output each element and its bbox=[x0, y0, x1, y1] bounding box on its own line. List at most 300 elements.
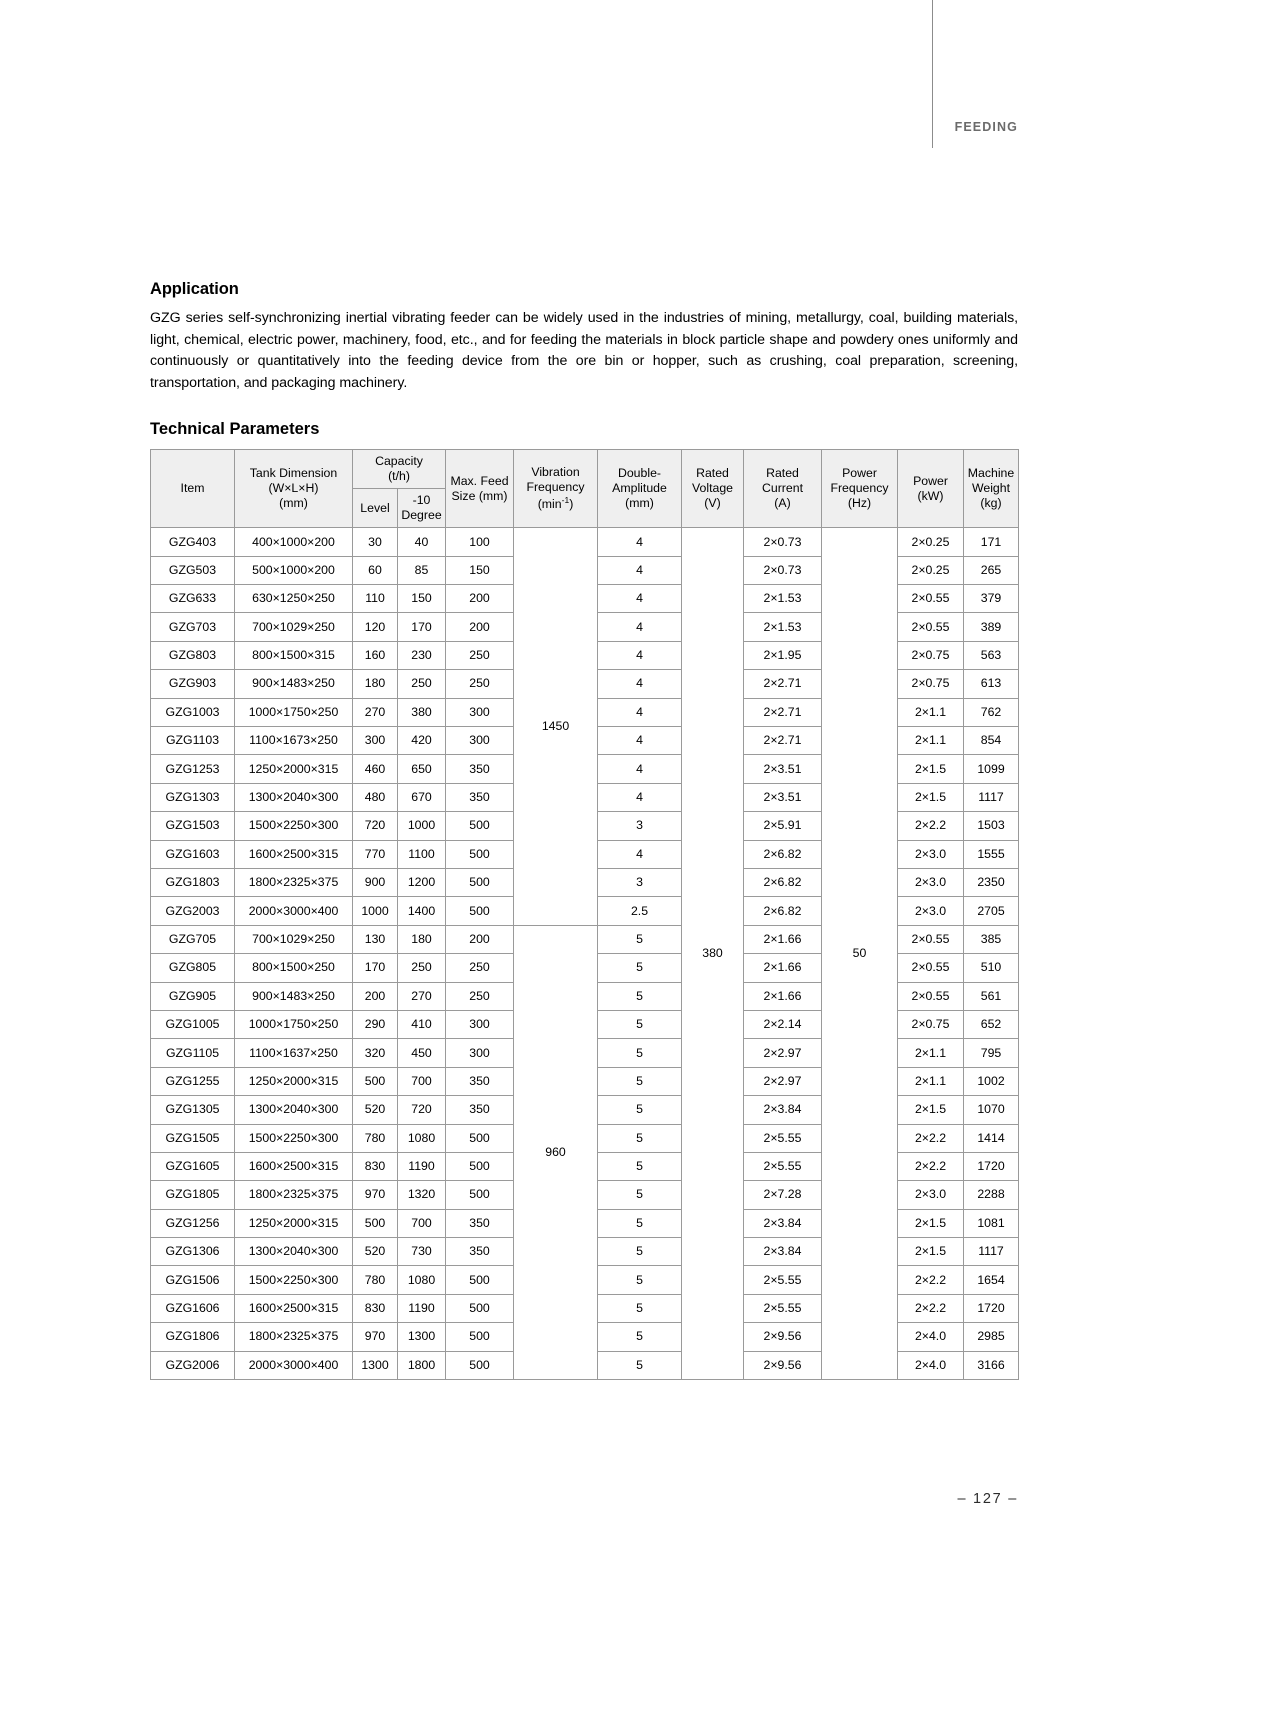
col-header-tank-dimension bbox=[235, 450, 353, 528]
cell-power: 2×2.2 bbox=[898, 1124, 964, 1152]
col-header-capacity-line1: Capacity bbox=[375, 454, 423, 469]
cell-tank-dimension: 1250×2000×315 bbox=[235, 1067, 353, 1095]
cell-capacity-level: 180 bbox=[353, 670, 398, 698]
cell-machine-weight: 1720 bbox=[964, 1294, 1019, 1322]
cell-power: 2×0.55 bbox=[898, 613, 964, 641]
cell-item: GZG1256 bbox=[151, 1209, 235, 1237]
cell-capacity-degree: 420 bbox=[398, 727, 446, 755]
cell-capacity-degree: 250 bbox=[398, 670, 446, 698]
cell-capacity-degree: 230 bbox=[398, 641, 446, 669]
cell-tank-dimension: 1800×2325×375 bbox=[235, 1323, 353, 1351]
cell-max-feed-size: 300 bbox=[446, 1010, 514, 1038]
cell-double-amplitude: 5 bbox=[598, 1039, 682, 1067]
col-header-current-line3: (A) bbox=[774, 496, 791, 511]
col-header-vib-line3-pre: (min bbox=[537, 497, 562, 512]
cell-tank-dimension: 1300×2040×300 bbox=[235, 1238, 353, 1266]
cell-rated-current: 2×0.73 bbox=[744, 528, 822, 556]
cell-double-amplitude: 5 bbox=[598, 1238, 682, 1266]
cell-capacity-degree: 1080 bbox=[398, 1266, 446, 1294]
cell-double-amplitude: 4 bbox=[598, 641, 682, 669]
cell-tank-dimension: 1300×2040×300 bbox=[235, 783, 353, 811]
col-header-rated-voltage bbox=[682, 450, 744, 528]
cell-tank-dimension: 400×1000×200 bbox=[235, 528, 353, 556]
cell-machine-weight: 1117 bbox=[964, 783, 1019, 811]
cell-rated-current: 2×2.71 bbox=[744, 727, 822, 755]
cell-capacity-level: 480 bbox=[353, 783, 398, 811]
cell-tank-dimension: 700×1029×250 bbox=[235, 925, 353, 953]
cell-power: 2×2.2 bbox=[898, 1294, 964, 1322]
table-header-row-1 bbox=[151, 450, 1019, 489]
cell-double-amplitude: 2.5 bbox=[598, 897, 682, 925]
cell-power: 2×1.5 bbox=[898, 755, 964, 783]
col-header-tank-dimension-line2: (W×L×H) bbox=[268, 481, 319, 496]
cell-capacity-degree: 150 bbox=[398, 585, 446, 613]
cell-power: 2×1.1 bbox=[898, 727, 964, 755]
cell-max-feed-size: 500 bbox=[446, 1294, 514, 1322]
col-header-rated-current bbox=[744, 450, 822, 528]
cell-capacity-degree: 1000 bbox=[398, 812, 446, 840]
cell-capacity-degree: 85 bbox=[398, 556, 446, 584]
cell-power: 2×0.75 bbox=[898, 1010, 964, 1038]
cell-tank-dimension: 900×1483×250 bbox=[235, 982, 353, 1010]
cell-tank-dimension: 800×1500×315 bbox=[235, 641, 353, 669]
cell-vibration-frequency: 1450 bbox=[514, 528, 598, 925]
cell-tank-dimension: 630×1250×250 bbox=[235, 585, 353, 613]
cell-capacity-degree: 1400 bbox=[398, 897, 446, 925]
cell-capacity-level: 60 bbox=[353, 556, 398, 584]
cell-machine-weight: 1117 bbox=[964, 1238, 1019, 1266]
cell-capacity-degree: 1300 bbox=[398, 1323, 446, 1351]
application-paragraph: GZG series self-synchronizing inertial vibrating feeder can be widely used in the industries of mining, metallurgy, coal, building materials, light, chemical, electric power, machinery, food, etc., and for feeding the materials in block particle shape and powdery ones uniformly and continuously or quantitatively into the feeding device from the ore bin or hopper, such as crushing, coal preparation, screening, transportation, and packaging machinery. bbox=[150, 310, 1018, 391]
cell-capacity-degree: 450 bbox=[398, 1039, 446, 1067]
cell-capacity-level: 780 bbox=[353, 1124, 398, 1152]
cell-rated-current: 2×3.51 bbox=[744, 755, 822, 783]
col-header-weight-line2: Weight bbox=[971, 481, 1011, 496]
cell-item: GZG705 bbox=[151, 925, 235, 953]
cell-rated-current: 2×1.95 bbox=[744, 641, 822, 669]
header-divider-rule bbox=[932, 0, 933, 148]
cell-capacity-level: 160 bbox=[353, 641, 398, 669]
cell-double-amplitude: 5 bbox=[598, 1096, 682, 1124]
cell-max-feed-size: 300 bbox=[446, 1039, 514, 1067]
col-header-max-feed-line1: Max. Feed bbox=[450, 473, 509, 488]
cell-machine-weight: 1070 bbox=[964, 1096, 1019, 1124]
cell-item: GZG1305 bbox=[151, 1096, 235, 1124]
cell-double-amplitude: 5 bbox=[598, 1181, 682, 1209]
cell-machine-weight: 652 bbox=[964, 1010, 1019, 1038]
technical-parameters-heading: Technical Parameters bbox=[150, 420, 320, 439]
cell-machine-weight: 171 bbox=[964, 528, 1019, 556]
cell-double-amplitude: 5 bbox=[598, 1266, 682, 1294]
running-header bbox=[0, 0, 1276, 160]
cell-rated-current: 2×2.71 bbox=[744, 670, 822, 698]
cell-max-feed-size: 350 bbox=[446, 1067, 514, 1095]
cell-item: GZG1505 bbox=[151, 1124, 235, 1152]
cell-machine-weight: 1002 bbox=[964, 1067, 1019, 1095]
cell-power: 2×1.1 bbox=[898, 698, 964, 726]
cell-rated-current: 2×2.14 bbox=[744, 1010, 822, 1038]
cell-rated-current: 2×9.56 bbox=[744, 1351, 822, 1379]
cell-item: GZG1303 bbox=[151, 783, 235, 811]
cell-capacity-degree: 720 bbox=[398, 1096, 446, 1124]
cell-tank-dimension: 1500×2250×300 bbox=[235, 812, 353, 840]
cell-capacity-level: 1300 bbox=[353, 1351, 398, 1379]
cell-item: GZG703 bbox=[151, 613, 235, 641]
table-body bbox=[151, 528, 1019, 1380]
col-header-power-line1: Power bbox=[913, 473, 948, 488]
col-header-pfreq-line1: Power bbox=[842, 466, 877, 481]
cell-capacity-degree: 170 bbox=[398, 613, 446, 641]
col-header-vib-line3-sup: -1 bbox=[561, 495, 570, 506]
col-header-power-line2: (kW) bbox=[917, 488, 944, 503]
col-header-voltage-line3: (V) bbox=[704, 496, 721, 511]
col-header-power bbox=[898, 450, 964, 528]
cell-capacity-degree: 270 bbox=[398, 982, 446, 1010]
col-header-weight-line3: (kg) bbox=[980, 496, 1002, 511]
col-header-vib-line2: Frequency bbox=[526, 480, 585, 495]
header-section-label: FEEDING bbox=[954, 120, 1018, 134]
cell-tank-dimension: 1500×2250×300 bbox=[235, 1266, 353, 1294]
page-number: – 127 – bbox=[957, 1491, 1018, 1507]
cell-capacity-level: 30 bbox=[353, 528, 398, 556]
cell-rated-current: 2×5.55 bbox=[744, 1294, 822, 1322]
cell-max-feed-size: 100 bbox=[446, 528, 514, 556]
col-header-pfreq-line2: Frequency bbox=[830, 481, 889, 496]
cell-machine-weight: 389 bbox=[964, 613, 1019, 641]
cell-item: GZG403 bbox=[151, 528, 235, 556]
cell-machine-weight: 1081 bbox=[964, 1209, 1019, 1237]
cell-double-amplitude: 3 bbox=[598, 869, 682, 897]
cell-item: GZG1105 bbox=[151, 1039, 235, 1067]
col-header-weight-line1: Machine bbox=[967, 466, 1015, 481]
cell-tank-dimension: 500×1000×200 bbox=[235, 556, 353, 584]
cell-capacity-level: 300 bbox=[353, 727, 398, 755]
col-header-tank-dimension-line1: Tank Dimension bbox=[249, 466, 338, 481]
cell-item: GZG1506 bbox=[151, 1266, 235, 1294]
cell-double-amplitude: 5 bbox=[598, 1209, 682, 1237]
cell-capacity-level: 290 bbox=[353, 1010, 398, 1038]
cell-capacity-degree: 650 bbox=[398, 755, 446, 783]
cell-power-frequency: 50 bbox=[822, 528, 898, 1380]
cell-power: 2×4.0 bbox=[898, 1323, 964, 1351]
col-header-double-amplitude bbox=[598, 450, 682, 528]
cell-capacity-level: 520 bbox=[353, 1096, 398, 1124]
col-header-capacity-degree-line2: Degree bbox=[401, 508, 442, 523]
col-header-item: Item bbox=[151, 450, 235, 528]
cell-double-amplitude: 4 bbox=[598, 528, 682, 556]
cell-capacity-level: 110 bbox=[353, 585, 398, 613]
cell-max-feed-size: 500 bbox=[446, 1152, 514, 1180]
cell-tank-dimension: 1000×1750×250 bbox=[235, 698, 353, 726]
cell-vibration-frequency: 960 bbox=[514, 925, 598, 1379]
cell-tank-dimension: 1800×2325×375 bbox=[235, 1181, 353, 1209]
cell-rated-current: 2×1.66 bbox=[744, 925, 822, 953]
cell-max-feed-size: 250 bbox=[446, 954, 514, 982]
cell-tank-dimension: 2000×3000×400 bbox=[235, 897, 353, 925]
col-header-amp-line2: Amplitude bbox=[612, 481, 667, 496]
cell-tank-dimension: 1250×2000×315 bbox=[235, 1209, 353, 1237]
cell-machine-weight: 561 bbox=[964, 982, 1019, 1010]
cell-max-feed-size: 500 bbox=[446, 1124, 514, 1152]
cell-max-feed-size: 300 bbox=[446, 727, 514, 755]
cell-double-amplitude: 5 bbox=[598, 1152, 682, 1180]
cell-capacity-level: 770 bbox=[353, 840, 398, 868]
cell-double-amplitude: 5 bbox=[598, 1323, 682, 1351]
cell-machine-weight: 1099 bbox=[964, 755, 1019, 783]
cell-power: 2×0.55 bbox=[898, 585, 964, 613]
cell-machine-weight: 762 bbox=[964, 698, 1019, 726]
cell-max-feed-size: 150 bbox=[446, 556, 514, 584]
col-header-capacity bbox=[353, 450, 446, 489]
cell-item: GZG1606 bbox=[151, 1294, 235, 1322]
cell-capacity-level: 200 bbox=[353, 982, 398, 1010]
cell-double-amplitude: 5 bbox=[598, 925, 682, 953]
cell-machine-weight: 2288 bbox=[964, 1181, 1019, 1209]
cell-power: 2×1.1 bbox=[898, 1067, 964, 1095]
cell-tank-dimension: 1600×2500×315 bbox=[235, 840, 353, 868]
cell-double-amplitude: 4 bbox=[598, 840, 682, 868]
cell-power: 2×2.2 bbox=[898, 1266, 964, 1294]
cell-item: GZG1253 bbox=[151, 755, 235, 783]
cell-double-amplitude: 5 bbox=[598, 1294, 682, 1322]
cell-tank-dimension: 1800×2325×375 bbox=[235, 869, 353, 897]
cell-power: 2×1.5 bbox=[898, 1209, 964, 1237]
technical-parameters-table bbox=[150, 449, 1019, 1380]
cell-double-amplitude: 5 bbox=[598, 1067, 682, 1095]
cell-max-feed-size: 200 bbox=[446, 925, 514, 953]
cell-max-feed-size: 200 bbox=[446, 585, 514, 613]
cell-rated-current: 2×5.91 bbox=[744, 812, 822, 840]
cell-machine-weight: 613 bbox=[964, 670, 1019, 698]
cell-capacity-level: 460 bbox=[353, 755, 398, 783]
cell-double-amplitude: 5 bbox=[598, 1010, 682, 1038]
cell-tank-dimension: 1500×2250×300 bbox=[235, 1124, 353, 1152]
cell-rated-voltage: 380 bbox=[682, 528, 744, 1380]
cell-capacity-degree: 250 bbox=[398, 954, 446, 982]
cell-machine-weight: 510 bbox=[964, 954, 1019, 982]
cell-item: GZG2003 bbox=[151, 897, 235, 925]
cell-max-feed-size: 500 bbox=[446, 1323, 514, 1351]
cell-tank-dimension: 900×1483×250 bbox=[235, 670, 353, 698]
cell-machine-weight: 265 bbox=[964, 556, 1019, 584]
col-header-capacity-level: Level bbox=[353, 489, 398, 528]
cell-power: 2×0.55 bbox=[898, 954, 964, 982]
cell-tank-dimension: 2000×3000×400 bbox=[235, 1351, 353, 1379]
cell-max-feed-size: 250 bbox=[446, 641, 514, 669]
cell-capacity-level: 120 bbox=[353, 613, 398, 641]
cell-rated-current: 2×5.55 bbox=[744, 1266, 822, 1294]
cell-double-amplitude: 4 bbox=[598, 585, 682, 613]
cell-capacity-level: 780 bbox=[353, 1266, 398, 1294]
cell-power: 2×0.75 bbox=[898, 670, 964, 698]
cell-power: 2×0.25 bbox=[898, 528, 964, 556]
cell-capacity-level: 1000 bbox=[353, 897, 398, 925]
cell-rated-current: 2×1.66 bbox=[744, 982, 822, 1010]
cell-power: 2×2.2 bbox=[898, 812, 964, 840]
col-header-vib-line3-post: ) bbox=[569, 497, 574, 512]
cell-item: GZG1005 bbox=[151, 1010, 235, 1038]
cell-power: 2×0.55 bbox=[898, 925, 964, 953]
cell-capacity-degree: 1100 bbox=[398, 840, 446, 868]
cell-machine-weight: 1503 bbox=[964, 812, 1019, 840]
cell-double-amplitude: 4 bbox=[598, 556, 682, 584]
cell-double-amplitude: 4 bbox=[598, 755, 682, 783]
cell-capacity-degree: 1800 bbox=[398, 1351, 446, 1379]
cell-power: 2×0.25 bbox=[898, 556, 964, 584]
cell-max-feed-size: 500 bbox=[446, 1181, 514, 1209]
cell-item: GZG1306 bbox=[151, 1238, 235, 1266]
cell-max-feed-size: 500 bbox=[446, 1266, 514, 1294]
cell-rated-current: 2×5.55 bbox=[744, 1152, 822, 1180]
cell-double-amplitude: 3 bbox=[598, 812, 682, 840]
cell-max-feed-size: 200 bbox=[446, 613, 514, 641]
cell-capacity-level: 900 bbox=[353, 869, 398, 897]
cell-item: GZG1255 bbox=[151, 1067, 235, 1095]
cell-power: 2×1.5 bbox=[898, 1096, 964, 1124]
cell-power: 2×3.0 bbox=[898, 869, 964, 897]
cell-capacity-degree: 380 bbox=[398, 698, 446, 726]
cell-item: GZG1003 bbox=[151, 698, 235, 726]
cell-capacity-level: 970 bbox=[353, 1323, 398, 1351]
cell-machine-weight: 563 bbox=[964, 641, 1019, 669]
cell-machine-weight: 1555 bbox=[964, 840, 1019, 868]
col-header-amp-line3: (mm) bbox=[625, 496, 654, 511]
cell-item: GZG1805 bbox=[151, 1181, 235, 1209]
cell-rated-current: 2×3.84 bbox=[744, 1096, 822, 1124]
col-header-pfreq-line3: (Hz) bbox=[847, 496, 872, 511]
cell-power: 2×3.0 bbox=[898, 840, 964, 868]
col-header-voltage-line2: Voltage bbox=[691, 481, 734, 496]
cell-capacity-degree: 1190 bbox=[398, 1152, 446, 1180]
cell-capacity-degree: 40 bbox=[398, 528, 446, 556]
cell-item: GZG1603 bbox=[151, 840, 235, 868]
col-header-machine-weight bbox=[964, 450, 1019, 528]
col-header-max-feed-line2: Size (mm) bbox=[451, 488, 508, 503]
col-header-max-feed-size bbox=[446, 450, 514, 528]
page-content bbox=[150, 280, 1018, 1380]
cell-max-feed-size: 250 bbox=[446, 670, 514, 698]
cell-machine-weight: 1720 bbox=[964, 1152, 1019, 1180]
cell-capacity-degree: 1320 bbox=[398, 1181, 446, 1209]
cell-double-amplitude: 4 bbox=[598, 698, 682, 726]
cell-tank-dimension: 1600×2500×315 bbox=[235, 1152, 353, 1180]
cell-capacity-level: 830 bbox=[353, 1152, 398, 1180]
cell-rated-current: 2×2.71 bbox=[744, 698, 822, 726]
cell-capacity-degree: 700 bbox=[398, 1209, 446, 1237]
cell-rated-current: 2×6.82 bbox=[744, 897, 822, 925]
cell-capacity-degree: 1190 bbox=[398, 1294, 446, 1322]
cell-max-feed-size: 300 bbox=[446, 698, 514, 726]
cell-double-amplitude: 5 bbox=[598, 982, 682, 1010]
cell-machine-weight: 379 bbox=[964, 585, 1019, 613]
cell-max-feed-size: 350 bbox=[446, 783, 514, 811]
cell-max-feed-size: 350 bbox=[446, 755, 514, 783]
cell-double-amplitude: 4 bbox=[598, 727, 682, 755]
cell-item: GZG905 bbox=[151, 982, 235, 1010]
cell-max-feed-size: 500 bbox=[446, 869, 514, 897]
cell-item: GZG1803 bbox=[151, 869, 235, 897]
col-header-capacity-degree bbox=[398, 489, 446, 528]
cell-tank-dimension: 1300×2040×300 bbox=[235, 1096, 353, 1124]
cell-max-feed-size: 250 bbox=[446, 982, 514, 1010]
cell-capacity-degree: 410 bbox=[398, 1010, 446, 1038]
cell-rated-current: 2×6.82 bbox=[744, 869, 822, 897]
cell-tank-dimension: 700×1029×250 bbox=[235, 613, 353, 641]
cell-item: GZG2006 bbox=[151, 1351, 235, 1379]
cell-capacity-degree: 700 bbox=[398, 1067, 446, 1095]
cell-rated-current: 2×2.97 bbox=[744, 1067, 822, 1095]
col-header-amp-line1: Double- bbox=[617, 466, 662, 481]
cell-machine-weight: 1654 bbox=[964, 1266, 1019, 1294]
col-header-current-line1: Rated bbox=[766, 466, 799, 481]
table-header bbox=[151, 450, 1019, 528]
cell-power: 2×1.5 bbox=[898, 1238, 964, 1266]
cell-machine-weight: 385 bbox=[964, 925, 1019, 953]
cell-rated-current: 2×2.97 bbox=[744, 1039, 822, 1067]
col-header-capacity-line2: (t/h) bbox=[388, 469, 410, 484]
cell-rated-current: 2×1.66 bbox=[744, 954, 822, 982]
cell-machine-weight: 795 bbox=[964, 1039, 1019, 1067]
cell-power: 2×1.1 bbox=[898, 1039, 964, 1067]
col-header-capacity-degree-line1: -10 bbox=[412, 493, 431, 508]
cell-item: GZG1806 bbox=[151, 1323, 235, 1351]
cell-capacity-level: 500 bbox=[353, 1209, 398, 1237]
application-heading: Application bbox=[150, 280, 239, 298]
cell-capacity-level: 720 bbox=[353, 812, 398, 840]
cell-power: 2×0.75 bbox=[898, 641, 964, 669]
cell-rated-current: 2×9.56 bbox=[744, 1323, 822, 1351]
cell-capacity-level: 830 bbox=[353, 1294, 398, 1322]
cell-capacity-level: 320 bbox=[353, 1039, 398, 1067]
cell-item: GZG1605 bbox=[151, 1152, 235, 1180]
cell-max-feed-size: 500 bbox=[446, 812, 514, 840]
cell-machine-weight: 2985 bbox=[964, 1323, 1019, 1351]
col-header-tank-dimension-line3: (mm) bbox=[279, 496, 308, 511]
cell-rated-current: 2×7.28 bbox=[744, 1181, 822, 1209]
col-header-voltage-line1: Rated bbox=[696, 466, 729, 481]
cell-item: GZG503 bbox=[151, 556, 235, 584]
cell-tank-dimension: 1100×1637×250 bbox=[235, 1039, 353, 1067]
col-header-current-line2: Current bbox=[761, 481, 803, 496]
cell-max-feed-size: 350 bbox=[446, 1209, 514, 1237]
cell-machine-weight: 2350 bbox=[964, 869, 1019, 897]
cell-max-feed-size: 500 bbox=[446, 840, 514, 868]
cell-rated-current: 2×1.53 bbox=[744, 613, 822, 641]
cell-tank-dimension: 800×1500×250 bbox=[235, 954, 353, 982]
cell-power: 2×4.0 bbox=[898, 1351, 964, 1379]
cell-rated-current: 2×5.55 bbox=[744, 1124, 822, 1152]
cell-capacity-degree: 1200 bbox=[398, 869, 446, 897]
col-header-power-frequency bbox=[822, 450, 898, 528]
cell-capacity-level: 520 bbox=[353, 1238, 398, 1266]
cell-capacity-degree: 730 bbox=[398, 1238, 446, 1266]
cell-capacity-degree: 180 bbox=[398, 925, 446, 953]
cell-capacity-level: 500 bbox=[353, 1067, 398, 1095]
cell-tank-dimension: 1600×2500×315 bbox=[235, 1294, 353, 1322]
cell-capacity-degree: 670 bbox=[398, 783, 446, 811]
cell-tank-dimension: 1100×1673×250 bbox=[235, 727, 353, 755]
cell-power: 2×3.0 bbox=[898, 897, 964, 925]
cell-item: GZG633 bbox=[151, 585, 235, 613]
cell-power: 2×2.2 bbox=[898, 1152, 964, 1180]
cell-max-feed-size: 500 bbox=[446, 897, 514, 925]
col-header-vibration-frequency bbox=[514, 450, 598, 528]
cell-machine-weight: 1414 bbox=[964, 1124, 1019, 1152]
cell-item: GZG1503 bbox=[151, 812, 235, 840]
cell-max-feed-size: 350 bbox=[446, 1238, 514, 1266]
cell-item: GZG1103 bbox=[151, 727, 235, 755]
cell-tank-dimension: 1250×2000×315 bbox=[235, 755, 353, 783]
